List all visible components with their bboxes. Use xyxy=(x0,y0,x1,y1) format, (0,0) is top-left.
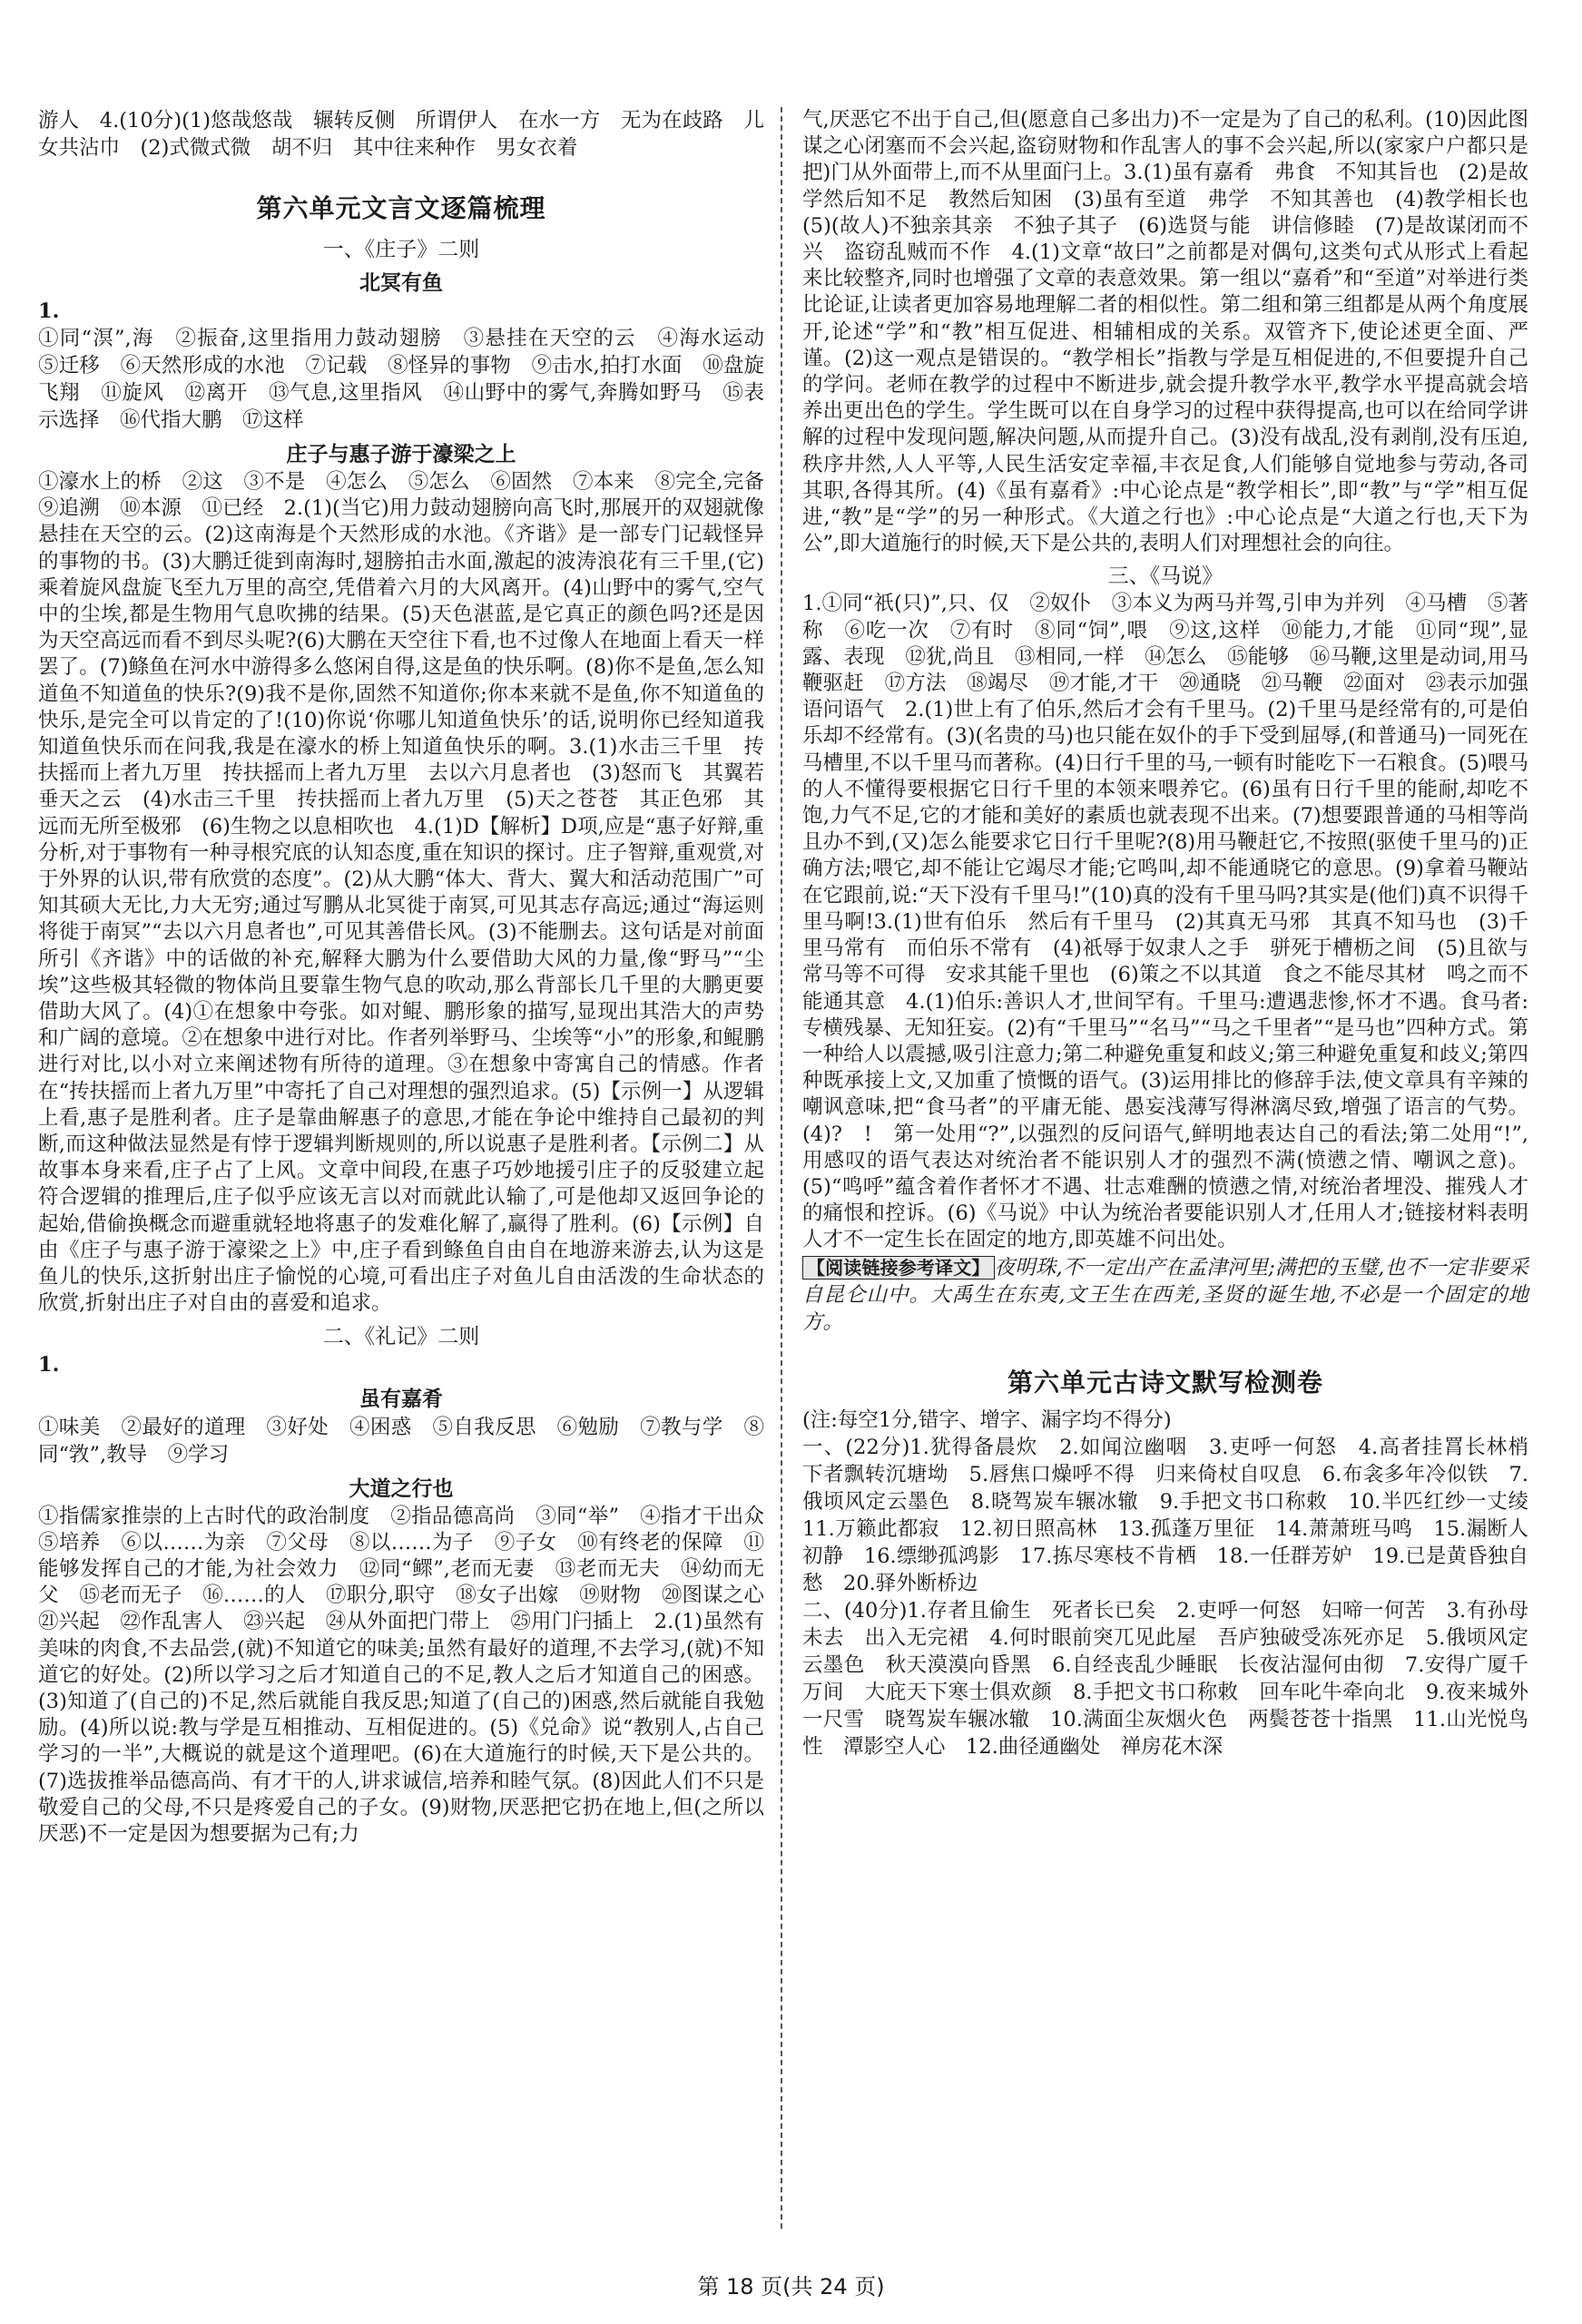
part2-title: 二、《礼记》二则 xyxy=(322,1324,480,1348)
datong-title: 大道之行也 xyxy=(349,1476,454,1501)
mashuo-answers: 1.①同“祇(只)”,只、仅 ②奴仆 ③本义为两马并驾,引申为并列 ④马槽 ⑤著称 ⑥吃一次 ⑦有时 ⑧同“饲”,喂 ⑨这,这样 ⑩能力,才能 ⑪同“现”,显露、表现 ⑫犹,尚且 ⑬相同,一样 ⑭怎么 ⑮能够 ⑯马鞭,这里是动词,用马鞭驱赶 ⑰方法 ⑱竭尽 ⑲才能,才干 ⑳通晓 ㉑马鞭 ㉒面对 ㉓表示加强语问语气 2.(1)世上有了伯乐,然后才会有千里马。(2)千里马是经常有的,可是伯乐却不经常有。(3)(名贵的马)也只能在奴仆的手下受到屈辱,(和普通马)一同死在马槽里,不以千里马而著称。(4)日行千里的马,一顿有时能吃下一石粮食。(5)喂马的人不懂得要根据它日行千里的本领来喂养它。(6)虽有日行千里的能耐,却吃不饱,力气不足,它的才能和美好的素质也就表现不出来。(7)想要跟普通的马相等尚且办不到,(又)怎么能要求它日行千里呢?(8)用马鞭赶它,不按照(驱使千里马的)正确方法;喂它,却不能让它竭尽才能;它鸣叫,却不能通晓它的意思。(9)拿着马鞭站在它跟前,说:“天下没有千里马!”(10)真的没有千里马吗?其实是(他们)真不识得千里马啊!3.(1)世有伯乐 然后有千里马 (2)其真无马邪 其真不知马也 (3)千里马常有 而伯乐不常有 (4)祇辱于奴隶人之手 骈死于槽枥之间 (5)且欲与常马等不可得 安求其能千里也 (6)策之不以其道 食之不能尽其材 鸣之而不能通其意 4.(1)伯乐:善识人才,世间罕有。千里马:遭遇悲惨,怀才不遇。食马者:专横残暴、无知狂妄。(2)有“千里马”“名马”“马之千里者”“是马也”四种方式。第一种给人以震撼,吸引注意力;第二种避免重复和歧义;第三种避免重复和歧义;第四种既承接上文,又加重了愤慨的语气。(3)运用排比的修辞手法,使文章具有辛辣的嘲讽意味,把“食马者”的平庸无能、愚妄浅薄写得淋漓尽致,增强了语言的气势。(4)? ! 第一处用“?”,以强烈的反问语气,鲜明地表达自己的看法;第二处用“!”,用感叹的语气表达对统治者不能识别人才的强烈不满(愤懑之情、嘲讽之意)。(5)“鸣呼”蕴含着作者怀才不遇、壮志难酬的愤懑之情,对统治者埋没、摧残人才的痛恨和控诉。(6)《马说》中认为统治者要能识别人才,任用人才;链接材料表明人才不一定生长在固定的地方,即英雄不问出处。 xyxy=(802,592,1528,1252)
test-title: 第六单元古诗文默写检测卷 xyxy=(1007,1367,1323,1397)
beiming-notes: ①同“溟”,海 ②振奋,这里指用力鼓动翅膀 ③悬挂在天空的云 ④海水运动 ⑤迁移 ⑥天然形成的水池 ⑦记载 ⑧怪异的事物 ⑨击水,拍打水面 ⑩盘旋飞翔 ⑪旋风 ⑫离开 ⑬气息,这里指风 ⑭山野中的雾气,奔腾如野马 ⑮表示选择 ⑯代指大鹏 ⑰这样 xyxy=(38,327,785,432)
test-part1: 一、(22分)1.犹得备晨炊 2.如闻泣幽咽 3.吏呼一何怒 4.高者挂罥长林梢 下者飘转沉塘坳 5.唇焦口燥呼不得 归来倚杖自叹息 6.布衾多年冷似铁 7.俄顷风定云墨色 8.晓驾炭车辗冰辙 9.手把文书口称敕 10.半匹红纱一丈绫 11.万籁此都寂 12.初日照高林 13.孤蓬万里征 14.萧萧班马鸣 15.漏断人初静 16.缥缈孤鸿影 17.拣尽寒枝不肯栖 18.一任群芳妒 19.已是黄昏独自愁 20.驿外断桥边 xyxy=(802,1435,1549,1595)
page-footer: 第 18 页(共 24 页) xyxy=(697,2274,885,2299)
section-title: 第六单元文言文逐篇梳理 xyxy=(256,193,546,223)
reading-link-text: 夜明珠,不一定出产在孟津河里;满把的玉璧,也不一定非要采自昆仑山中。大禹生在东夷,文王生在西羌,圣贤的诞生地,不必是一个固定的地方。 xyxy=(802,1255,1529,1334)
haoliang-title: 庄子与惠子游于濠梁之上 xyxy=(286,443,516,466)
datong-answers: ①指儒家推崇的上古时代的政治制度 ②指品德高尚 ③同“举” ④指才干出众 ⑤培养 ⑥以……为亲 ⑦父母 ⑧以……为子 ⑨子女 ⑩有终老的保障 ⑪能够发挥自己的才能,为社会效力 ⑫同“鳏”,老而无妻 ⑬老而无夫 ⑭幼而无父 ⑮老而无子 ⑯……的人 ⑰职分,职守 ⑱女子出嫁 ⑲财物 ⑳图谋之心 ㉑兴起 ㉒作乱害人 ㉓兴起 ㉔从外面把门带上 ㉕用门闩插上 2.(1)虽然有美味的肉食,不去品尝,(就)不知道它的味美;虽然有最好的道理,不去学习,(就)不知道它的好处。(2)所以学习之后才知道自己的不足,教人之后才知道自己的困惑。(3)知道了(自己的)不足,然后就能自我反思;知道了(自己的)困惑,然后就能自我勉励。(4)所以说:教与学是互相推动、互相促进的。(5)《兑命》说“教别人,占自己学习的一半”,大概说的就是这个道理吧。(6)在大道施行的时候,天下是公共的。(7)选拔推举品德高尚、有才干的人,讲求诚信,培养和睦气氛。(8)因此人们不只是敬爱自己的父母,不只是疼爱自己的子女。(9)财物,厌恶把它扔在地上,但(之所以厌恶)不一定是因为想要据为己有;力 xyxy=(38,1504,785,1846)
liji-answers-continued: 气,厌恶它不出于自己,但(愿意自己多出力)不一定是为了自己的私利。(10)因此图谋之心闭塞而不会兴起,盗窃财物和作乱害人的事不会兴起,所以(家家户户都只是把)门从外面带上,而不从里面闩上。3.(1)虽有嘉肴 弗食 不知其旨也 (2)是故学然后知不足 教然后知困 (3)虽有至道 弗学 不知其善也 (4)教学相长也 (5)(故人)不独亲其亲 不独子其子 (6)选贤与能 讲信修睦 (7)是故谋闭而不兴 盗窃乱贼而不作 4.(1)文章“故曰”之前都是对偶句,这类句式从形式上看起来比较整齐,同时也增强了文章的表意效果。第一组以“嘉肴”和“至道”对举进行类比论证,让读者更加容易地理解二者的相似性。第二组和第三组都是从两个角度展开,论述“学”和“教”相互促进、相辅相成的关系。双管齐下,使论述更全面、严谨。(2)这一观点是错误的。“教学相长”指教与学是互相促进的,不但要提升自己的学问。老师在教学的过程中不断进步,就会提升教学水平,教学水平提高就会培养出更出色的学生。学生既可以在自身学习的过程中获得提高,也可以在给同学讲解的过程中发现问题,解决问题,从而提升自己。(3)没有战乱,没有剥削,没有压迫,秩序井然,人人平等,人民生活安定幸福,丰衣足食,人们能够自觉地参与劳动,各司其职,各得其所。(4)《虽有嘉肴》:中心论点是“教学相长”,即“教”与“学”相互促进,“教”是“学”的另一种形式。《大道之行也》:中心论点是“大道之行也,天下为公”,即大道施行的时候,天下是公共的,表明人们对理想社会的向往。 xyxy=(802,108,1549,556)
right-column xyxy=(802,107,1549,1760)
jiayao-notes: ①味美 ②最好的道理 ③好处 ④困惑 ⑤自我反思 ⑥勉励 ⑦教与学 ⑧同“敩”,教导 ⑨学习 xyxy=(38,1415,764,1466)
test-part2: 二、(40分)1.存者且偷生 死者长已矣 2.吏呼一何怒 妇啼一何苦 3.有孙母未去 出入无完裙 4.何时眼前突兀见此屋 吾庐独破受冻死亦足 5.俄顷风定云墨色 秋天漠漠向昏黑 6.自经丧乱少睡眠 长夜沾湿何由彻 7.安得广厦千万间 大庇天下寒士俱欢颜 8.手把文书口称敕 回车叱牛牵向北 9.夜来城外一尺雪 晓驾炭车辗冰辙 10.满面尘灰烟火色 两鬓苍苍十指黑 11.山光悦鸟性 潭影空人心 12.曲径通幽处 禅房花木深 xyxy=(802,1598,1528,1759)
part3-title: 三、《马说》 xyxy=(1107,564,1223,589)
question-number: 1. xyxy=(38,299,60,323)
column-divider xyxy=(781,107,782,2229)
jiayao-title: 虽有嘉肴 xyxy=(359,1387,443,1411)
intro-paragraph: 游人 4.(10分)(1)悠哉悠哉 辗转反侧 所谓伊人 在水一方 无为在歧路 儿女共沾巾 (2)式微式微 胡不归 其中往来种作 男女衣着 xyxy=(38,109,764,160)
beiming-title: 北冥有鱼 xyxy=(359,271,443,295)
reading-link-label: 【阅读链接参考译文】 xyxy=(802,1256,995,1280)
haoliang-answers: ①濠水上的桥 ②这 ③不是 ④怎么 ⑤怎么 ⑥固然 ⑦本来 ⑧完全,完备 ⑨追溯 ⑩本源 ⑪已经 2.(1)(当它)用力鼓动翅膀向高飞时,那展开的双翅就像悬挂在天空的云。(2)这南海是个天然形成的水池。《齐谐》是一部专门记载怪异的事物的书。(3)大鹏迁徙到南海时,翅膀拍击水面,激起的波涛浪花有三千里,(它)乘着旋风盘旋飞至九万里的高空,凭借着六月的大风离开。(4)山野中的雾气,空气中的尘埃,都是生物用气息吹拂的结果。(5)天色湛蓝,是它真正的颜色吗?还是因为天空高远而看不到尽头呢?(6)大鹏在天空往下看,也不过像人在地面上看天一样罢了。(7)鲦鱼在河水中游得多么悠闲自得,这是鱼的快乐啊。(8)你不是鱼,怎么知道鱼不知道鱼的快乐?(9)我不是你,固然不知道你;你本来就不是鱼,你不知道鱼的快乐,是完全可以肯定的了!(10)你说‘你哪儿知道鱼快乐’的话,说明你已经知道我知道鱼快乐而在问我,我是在濠水的桥上知道鱼快乐的啊。3.(1)水击三千里 抟扶摇而上者九万里 抟扶摇而上者九万里 去以六月息者也 (3)怒而飞 其翼若垂天之云 (4)水击三千里 抟扶摇而上者九万里 (5)天之苍苍 其正色邪 其远而无所至极邪 (6)生物之以息相吹也 4.(1)D【解析】D项,应是“惠子好辩,重分析,对于事物有一种寻根究底的认知态度,重在知识的探讨。庄子智辩,重观赏,对于外界的认识,带有欣赏的态度”。(2)从大鹏“体大、背大、翼大和活动范围广”可知其硕大无比,力大无穷;通过写鹏从北冥徙于南冥,可见其志存高远;通过“海运则将徙于南冥”“去以六月息者也”,可见其善借长风。(3)不能删去。这句话是对前面所引《齐谐》中的话做的补充,解释大鹏为什么要借助大风的力量,像“野马”“尘埃”这些极其轻微的物体尚且要靠生物气息的吹动,那么背部长几千里的大鹏更要借助大风了。(4)①在想象中夸张。如对鲲、鹏形象的描写,显现出其浩大的声势和广阔的意境。②在想象中进行对比。作者列举野马、尘埃等“小”的形象,和鲲鹏进行对比,以小对立来阐述物有所待的道理。③在想象中寄寓自己的情感。作者在“抟扶摇而上者九万里”中寄托了自己对理想的强烈追求。(5)【示例一】从逻辑上看,惠子是胜利者。庄子是靠曲解惠子的意思,才能在争论中维持自己最初的判断,而这种做法显然是有悖于逻辑判断规则的,所以说惠子是胜利者。【示例二】从故事本身来看,庄子占了上风。文章中间段,在惠子巧妙地援引庄子的反驳建立起符合逻辑的推理后,庄子似乎应该无言以对而就此认输了,可是他却又返回争论的起始,借偷换概念而避重就轻地将惠子的发难化解了,赢得了胜利。(6)【示例】自由《庄子与惠子游于濠梁之上》中,庄子看到鲦鱼自由自在地游来游去,认为这是鱼儿的快乐,这折射出庄子愉悦的心境,可看出庄子对鱼儿自由活泼的生命状态的欣赏,折射出庄子对自由的喜爱和追求。 xyxy=(38,470,785,1316)
question-number: 1. xyxy=(38,1352,60,1377)
reading-link xyxy=(802,1254,1528,1336)
left-column xyxy=(38,107,785,1848)
part1-title: 一、《庄子》二则 xyxy=(322,238,480,261)
test-note: (注:每空1分,错字、增字、漏字均不得分) xyxy=(802,1407,1172,1432)
